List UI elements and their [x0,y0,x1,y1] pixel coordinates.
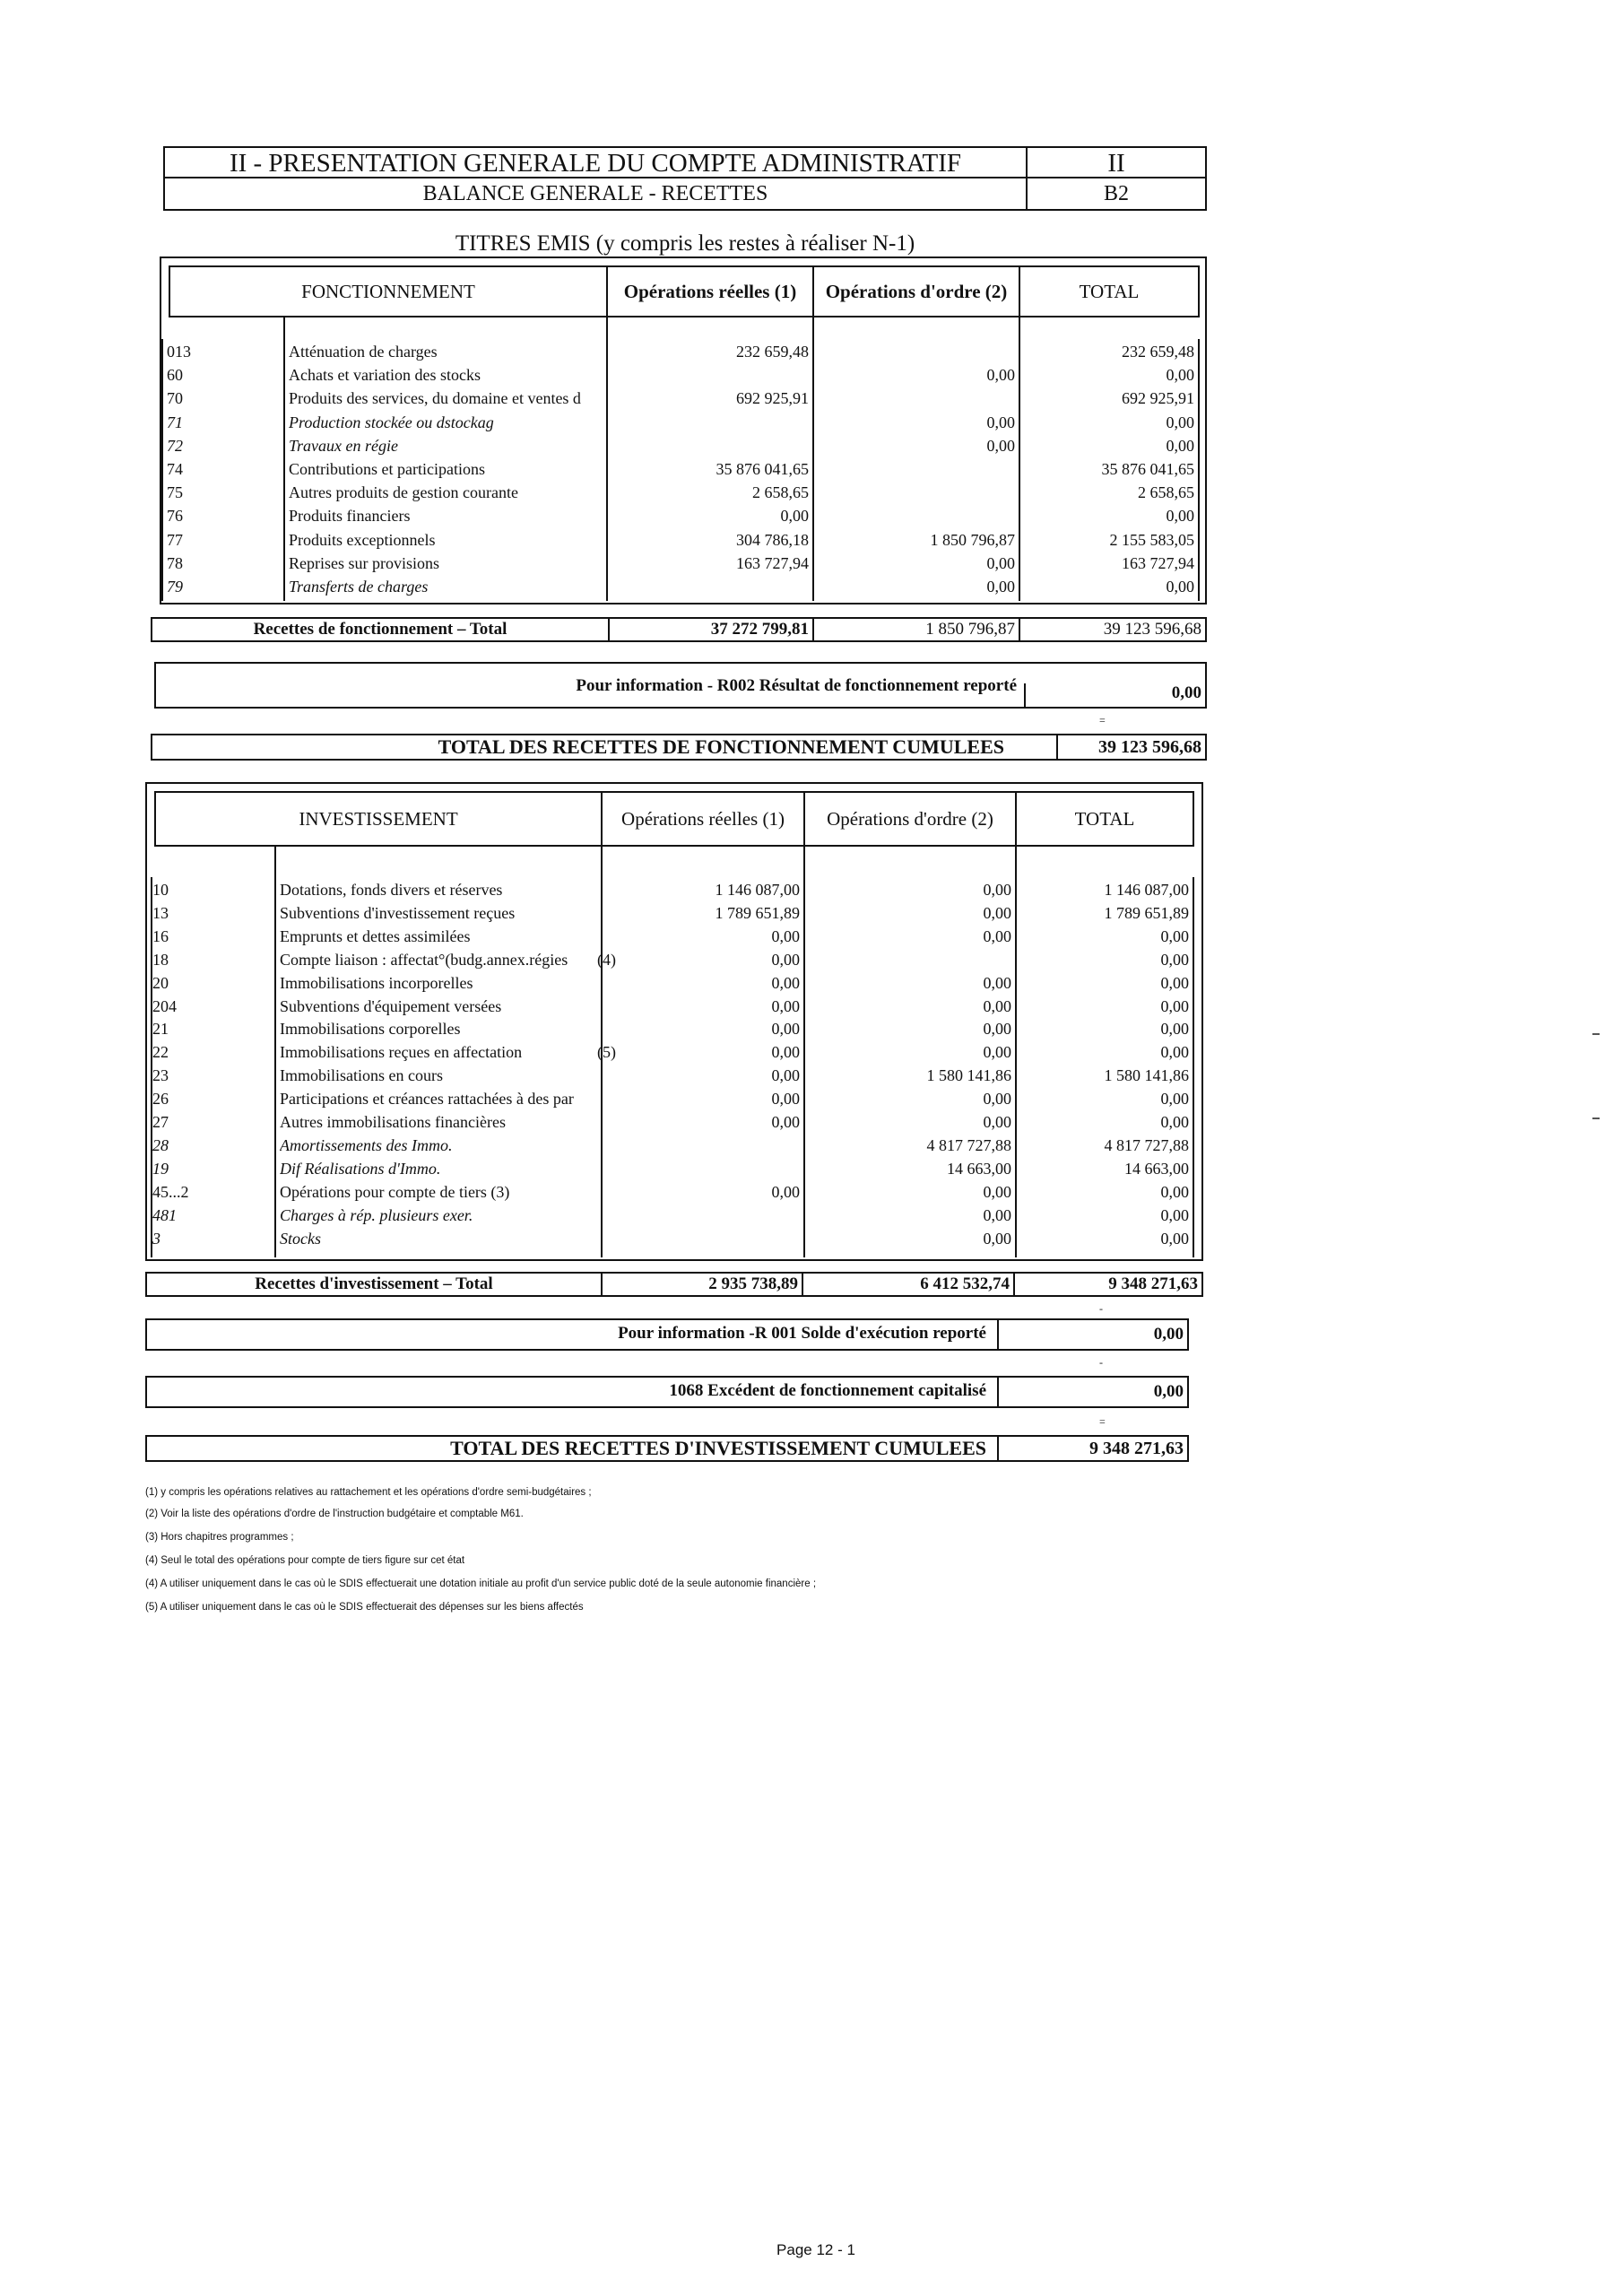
invest-code: 18 [152,950,169,969]
fonct-code: 71 [167,413,183,431]
investissement-header: INVESTISSEMENT [154,791,603,847]
fonct-ordre: 0,00 [986,578,1015,596]
fonct-reelles: 163 727,94 [736,553,809,572]
fonct-total: 0,00 [1166,507,1194,526]
invest-row [0,1134,1622,1157]
fonct-reelles: 0,00 [780,507,809,526]
fonct-ordre: 1 850 796,87 [930,530,1015,549]
invest-excedent-box [145,1376,1189,1408]
invest-header-total: TOTAL [1015,791,1194,847]
footnote: (1) y compris les opérations relatives au rattachement et les opérations d'ordre semi-budgétaires ; [145,1487,592,1498]
fonct-row [0,340,1622,363]
fonct-row [0,457,1622,481]
invest-label: Subventions d'équipement versées [280,996,502,1015]
invest-label: Autres immobilisations financières [280,1113,506,1131]
header-title: II - PRESENTATION GENERALE DU COMPTE ADMINISTRATIF [165,148,1028,178]
invest-ordre: 0,00 [983,881,1011,899]
invest-reelles: 0,00 [771,996,800,1015]
invest-total: 0,00 [1160,1182,1189,1201]
invest-code: 27 [152,1113,169,1131]
fonct-label: Travaux en régie [289,436,398,455]
fonct-label: Achats et variation des stocks [289,366,481,385]
invest-row [0,995,1622,1018]
invest-row [0,901,1622,925]
invest-total: 0,00 [1160,1205,1189,1224]
invest-code: 20 [152,973,169,992]
invest-total: 0,00 [1160,926,1189,945]
fonct-cumul-value: 39 123 596,68 [1056,735,1205,759]
invest-row [0,1204,1622,1227]
invest-row [0,1227,1622,1250]
section-title: TITRES EMIS (y compris les restes à réaliser N-1) [455,231,915,256]
footnote: (2) Voir la liste des opérations d'ordre de l'instruction budgétaire et comptable M61. [145,1509,524,1519]
fonct-label: Production stockée ou dstockag [289,413,494,431]
invest-cumul-box [145,1435,1189,1462]
invest-code: 45...2 [152,1182,189,1201]
fonct-header-ordre: Opérations d'ordre (2) [812,265,1020,317]
invest-ordre: 1 580 141,86 [926,1066,1011,1085]
fonct-code: 75 [167,483,183,502]
fonct-code: 72 [167,436,183,455]
footnote: (5) A utiliser uniquement dans le cas où le SDIS effectuerait des dépenses sur les biens affectés [145,1602,584,1613]
invest-label: Charges à rép. plusieurs exer. [280,1205,473,1224]
invest-ordre: 0,00 [983,1020,1011,1039]
fonct-total: 2 155 583,05 [1109,530,1194,549]
invest-total: 0,00 [1160,1020,1189,1039]
header-title-code: II [1028,148,1205,178]
fonct-reelles: 304 786,18 [736,530,809,549]
footnote: (3) Hors chapitres programmes ; [145,1532,294,1543]
fonct-info-label: Pour information - R002 Résultat de fonctionnement reporté [576,676,1017,695]
invest-code: 21 [152,1020,169,1039]
fonct-reelles: 35 876 041,65 [716,460,809,478]
margin-mark [1592,1033,1600,1035]
invest-row [0,1087,1622,1110]
invest-label: Stocks [280,1229,321,1248]
invest-total: 1 146 087,00 [1104,881,1189,899]
invest-ordre: 0,00 [983,1043,1011,1062]
fonct-code: 77 [167,530,183,549]
invest-code: 28 [152,1135,169,1154]
fonct-total: 232 659,48 [1122,343,1194,361]
invest-code: 16 [152,926,169,945]
invest-excedent-label: 1068 Excédent de fonctionnement capitalisé [669,1381,986,1400]
fonct-code: 70 [167,389,183,408]
invest-total-ordre: 6 412 532,74 [803,1274,1015,1295]
fonct-code: 74 [167,460,183,478]
invest-info-value: 0,00 [997,1320,1187,1349]
fonct-label: Autres produits de gestion courante [289,483,518,502]
invest-label: Immobilisations corporelles [280,1020,461,1039]
invest-ordre: 0,00 [983,926,1011,945]
invest-note: (4) [597,950,616,969]
invest-total: 0,00 [1160,1043,1189,1062]
fonct-reelles: 692 925,91 [736,389,809,408]
invest-total: 0,00 [1160,1090,1189,1109]
invest-reelles: 0,00 [771,1182,800,1201]
fonct-ordre: 0,00 [986,413,1015,431]
invest-total: 0,00 [1160,1113,1189,1131]
invest-header-reelles: Opérations réelles (1) [601,791,805,847]
fonct-equals-mark: = [1099,714,1106,726]
invest-dash-mark: - [1099,1356,1103,1369]
page-number: Page 12 - 1 [776,2241,855,2258]
invest-reelles: 0,00 [771,973,800,992]
invest-row [0,1064,1622,1087]
footnote: (4) A utiliser uniquement dans le cas où le SDIS effectuerait une dotation initiale au profit d'un service public doté de la seule autonomie financière ; [145,1578,817,1589]
invest-label: Dif Réalisations d'Immo. [280,1159,441,1178]
fonct-row [0,528,1622,552]
invest-code: 22 [152,1043,169,1062]
margin-mark [1592,1118,1600,1119]
fonct-code: 78 [167,553,183,572]
fonct-row [0,504,1622,527]
fonct-row [0,363,1622,387]
invest-label: Dotations, fonds divers et réserves [280,881,503,899]
fonct-code: 79 [167,578,183,596]
fonct-total: 2 658,65 [1138,483,1194,502]
fonct-ordre: 0,00 [986,436,1015,455]
invest-code: 3 [152,1229,160,1248]
invest-total: 1 580 141,86 [1104,1066,1189,1085]
invest-code: 204 [152,996,177,1015]
invest-reelles: 0,00 [771,1066,800,1085]
invest-row [0,971,1622,995]
invest-ordre: 0,00 [983,1090,1011,1109]
invest-ordre: 0,00 [983,973,1011,992]
invest-code: 26 [152,1090,169,1109]
invest-total-total: 9 348 271,63 [1108,1274,1198,1293]
fonct-cumul-label: TOTAL DES RECETTES DE FONCTIONNEMENT CUMULEES [438,735,1004,758]
header-subtitle: BALANCE GENERALE - RECETTES [165,178,1028,209]
invest-code: 10 [152,881,169,899]
invest-header-ordre: Opérations d'ordre (2) [803,791,1017,847]
fonct-reelles: 2 658,65 [752,483,809,502]
invest-total: 1 789 651,89 [1104,903,1189,922]
invest-ordre: 0,00 [983,903,1011,922]
invest-info-box [145,1318,1189,1351]
fonct-reelles: 232 659,48 [736,343,809,361]
invest-reelles: 0,00 [771,1020,800,1039]
invest-ordre: 0,00 [983,1113,1011,1131]
invest-cumul-value: 9 348 271,63 [997,1437,1187,1460]
invest-dash-mark: - [1099,1302,1103,1315]
invest-reelles: 0,00 [771,926,800,945]
fonct-label: Produits des services, du domaine et ventes d [289,389,581,408]
fonct-total: 0,00 [1166,413,1194,431]
invest-total-row [145,1272,1203,1297]
invest-label: Subventions d'investissement reçues [280,903,516,922]
invest-total: 0,00 [1160,973,1189,992]
invest-code: 23 [152,1066,169,1085]
fonctionnement-header: FONCTIONNEMENT [169,265,608,317]
fonct-cumul-box [151,734,1207,761]
fonct-row [0,575,1622,598]
fonct-total-ordre: 1 850 796,87 [814,619,1020,640]
invest-ordre: 0,00 [983,996,1011,1015]
fonct-total-row [151,617,1207,642]
invest-total-label: Recettes d'investissement – Total [255,1274,493,1293]
invest-note: (5) [597,1043,616,1062]
fonct-label: Atténuation de charges [289,343,438,361]
invest-row [0,948,1622,971]
invest-label: Amortissements des Immo. [280,1135,453,1154]
invest-total: 0,00 [1160,950,1189,969]
fonct-row [0,481,1622,504]
fonct-total: 0,00 [1166,436,1194,455]
invest-label: Opérations pour compte de tiers (3) [280,1182,510,1201]
invest-total: 4 817 727,88 [1104,1135,1189,1154]
fonct-label: Contributions et participations [289,460,485,478]
fonct-total: 0,00 [1166,366,1194,385]
fonct-ordre: 0,00 [986,553,1015,572]
invest-code: 481 [152,1205,177,1224]
invest-ordre: 14 663,00 [947,1159,1011,1178]
invest-total: 0,00 [1160,1229,1189,1248]
invest-label: Emprunts et dettes assimilées [280,926,471,945]
fonct-ordre: 0,00 [986,366,1015,385]
fonct-code: 013 [167,343,191,361]
fonct-total-total: 39 123 596,68 [1103,620,1201,639]
invest-total-reelles: 2 935 738,89 [601,1274,803,1295]
fonct-header-total: TOTAL [1019,265,1200,317]
invest-reelles: 0,00 [771,950,800,969]
invest-label: Compte liaison : affectat°(budg.annex.régies [280,950,568,969]
invest-total: 14 663,00 [1124,1159,1189,1178]
fonct-total-reelles: 37 272 799,81 [608,619,814,640]
invest-code: 19 [152,1159,169,1178]
invest-label: Immobilisations en cours [280,1066,443,1085]
fonct-code: 60 [167,366,183,385]
header-subtitle-code: B2 [1103,182,1129,205]
invest-row [0,878,1622,901]
footnote: (4) Seul le total des opérations pour compte de tiers figure sur cet état [145,1555,465,1566]
fonct-code: 76 [167,507,183,526]
invest-row [0,1157,1622,1180]
invest-reelles: 1 789 651,89 [715,903,800,922]
fonct-total: 692 925,91 [1122,389,1194,408]
invest-excedent-value: 0,00 [997,1378,1187,1406]
invest-row [0,1180,1622,1204]
fonct-label: Produits exceptionnels [289,530,436,549]
invest-code: 13 [152,903,169,922]
fonct-total: 35 876 041,65 [1101,460,1194,478]
invest-cumul-label: TOTAL DES RECETTES D'INVESTISSEMENT CUMULEES [450,1437,986,1459]
invest-ordre: 0,00 [983,1205,1011,1224]
invest-total: 0,00 [1160,996,1189,1015]
invest-ordre: 0,00 [983,1229,1011,1248]
fonct-row [0,387,1622,410]
fonct-header-reelles: Opérations réelles (1) [606,265,814,317]
invest-info-label: Pour information -R 001 Solde d'exécution reporté [618,1324,986,1343]
fonct-total-label: Recettes de fonctionnement – Total [253,620,507,639]
invest-reelles: 1 146 087,00 [715,881,800,899]
invest-label: Immobilisations incorporelles [280,973,473,992]
fonct-total: 0,00 [1166,578,1194,596]
fonct-label: Transferts de charges [289,578,429,596]
fonct-info-value: 0,00 [1024,683,1205,707]
fonct-label: Reprises sur provisions [289,553,439,572]
fonct-label: Produits financiers [289,507,411,526]
fonct-row [0,411,1622,434]
invest-row [0,1040,1622,1064]
invest-label: Immobilisations reçues en affectation [280,1043,523,1062]
invest-label: Participations et créances rattachées à des par [280,1090,574,1109]
fonct-info-box [154,662,1207,709]
invest-row [0,1017,1622,1040]
fonct-total: 163 727,94 [1122,553,1194,572]
invest-reelles: 0,00 [771,1090,800,1109]
invest-row [0,925,1622,948]
invest-ordre: 0,00 [983,1182,1011,1201]
fonct-row [0,434,1622,457]
invest-reelles: 0,00 [771,1113,800,1131]
fonct-row [0,552,1622,575]
header-box [163,146,1207,211]
invest-row [0,1110,1622,1134]
invest-equals-mark: = [1099,1415,1106,1428]
invest-reelles: 0,00 [771,1043,800,1062]
invest-ordre: 4 817 727,88 [926,1135,1011,1154]
